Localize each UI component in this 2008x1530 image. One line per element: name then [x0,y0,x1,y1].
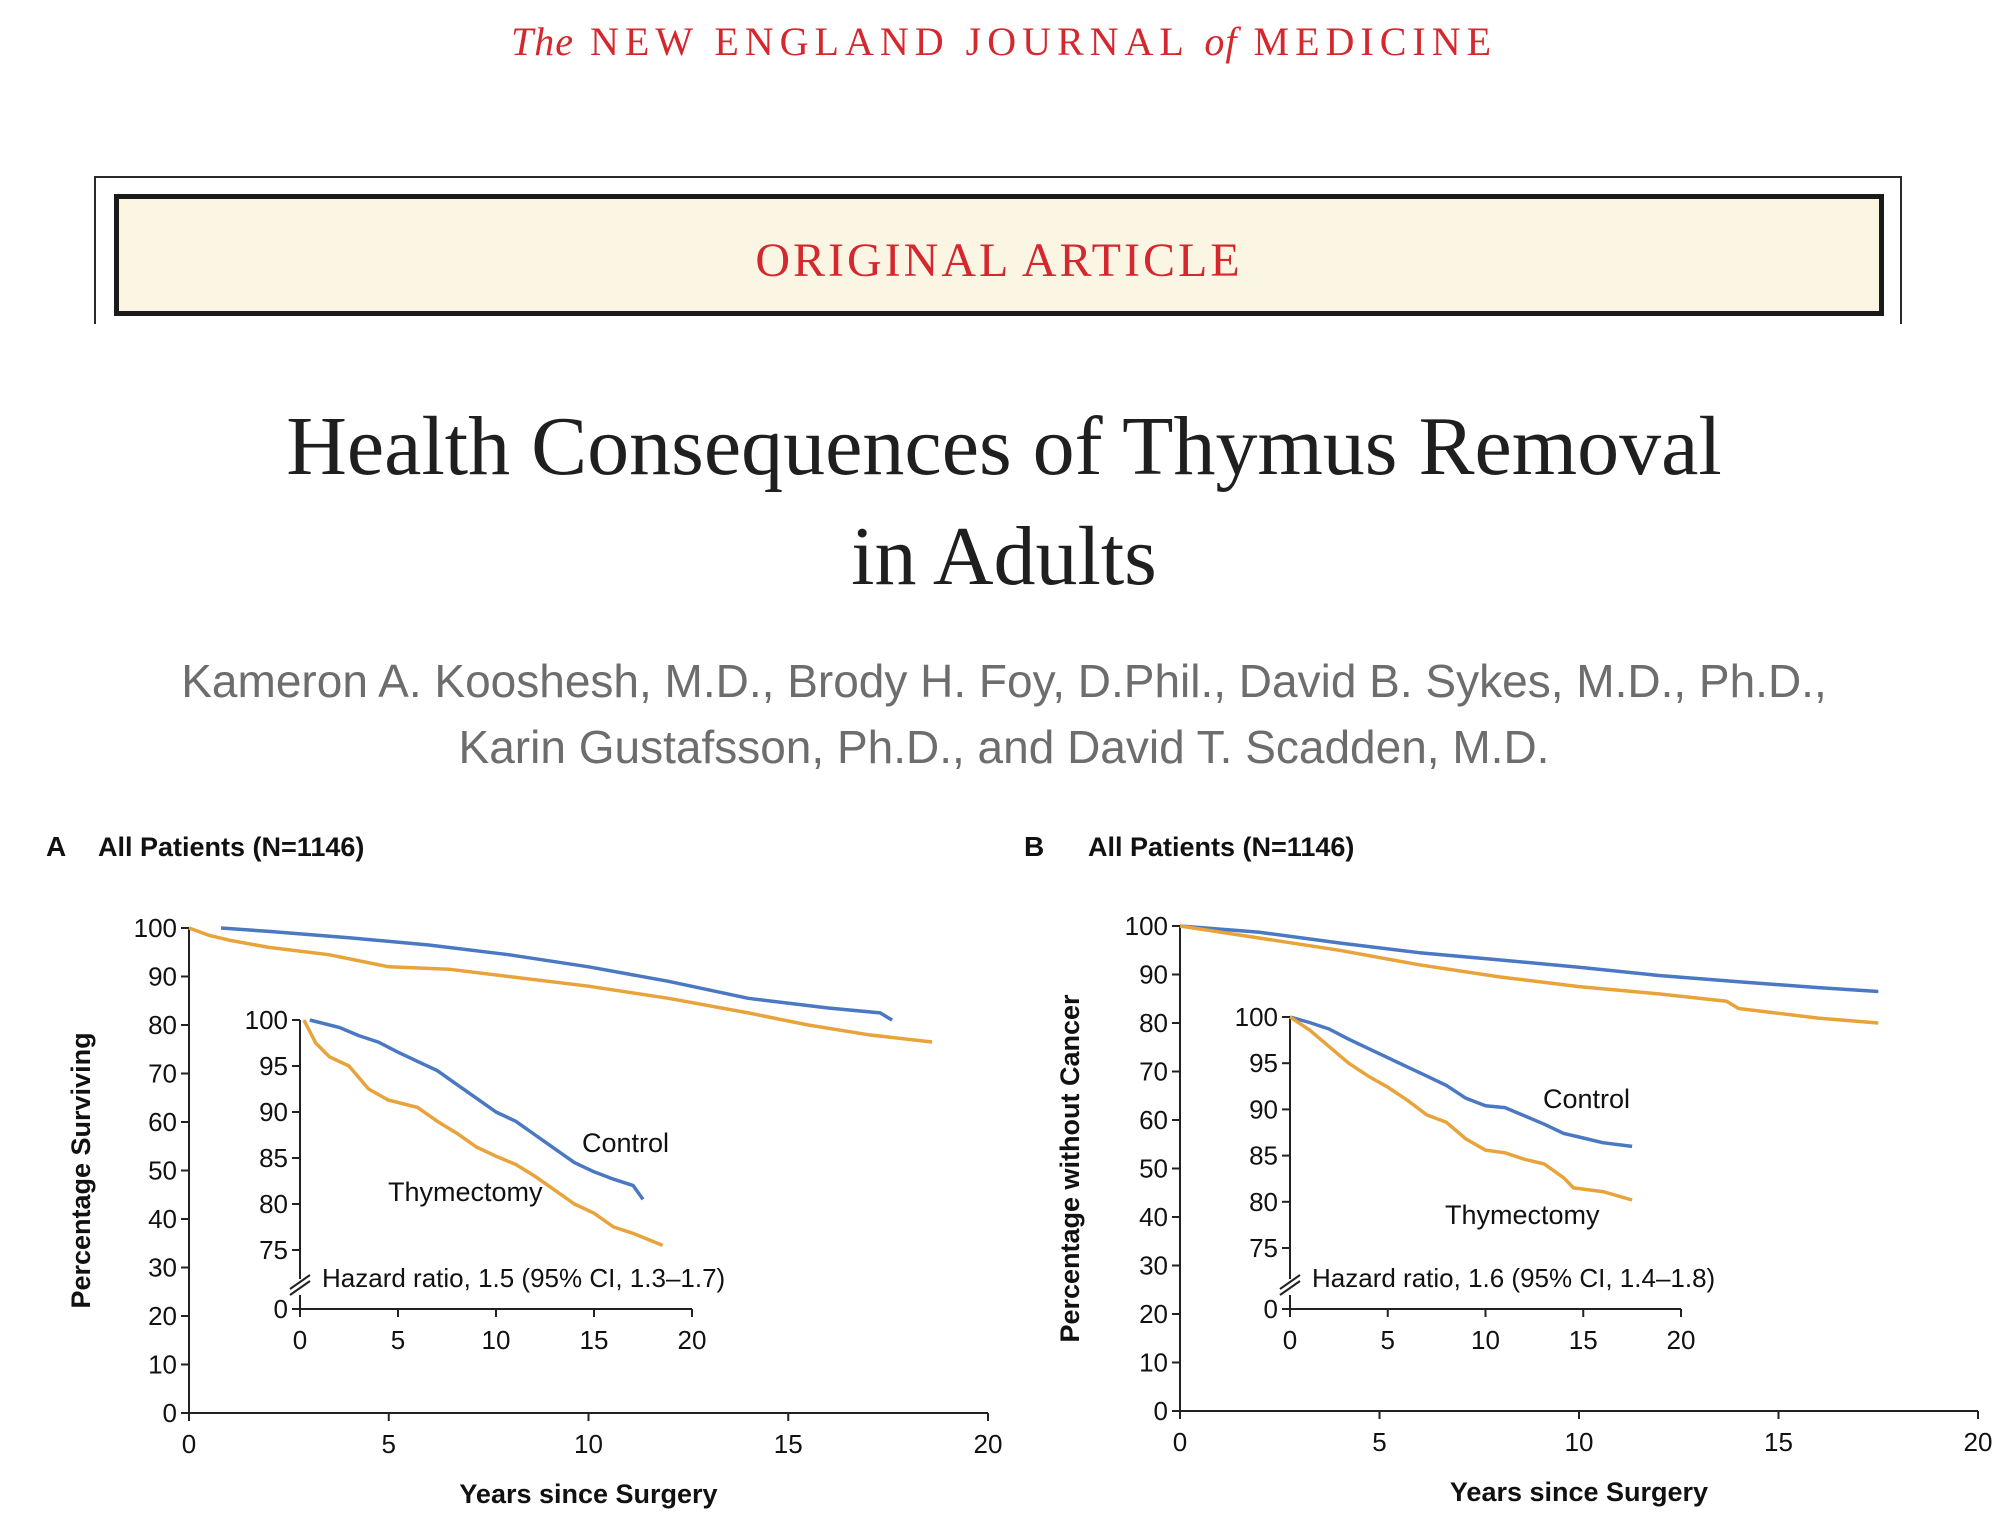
y-tick-label: 20 [1139,1299,1168,1329]
y-tick-label: 80 [1139,1008,1168,1038]
inset-x-tick-label: 10 [1471,1325,1500,1355]
y-tick-label: 70 [148,1058,177,1089]
y-tick-label: 40 [148,1204,177,1234]
authors-line-1: Kameron A. Kooshesh, M.D., Brody H. Foy, D.Phil., David B. Sykes, M.D., Ph.D., [181,655,1827,707]
x-tick-label: 5 [1372,1427,1387,1457]
y-tick-label: 70 [1139,1056,1168,1087]
journal-medicine: MEDICINE [1253,19,1498,64]
panel-a [46,831,1002,1509]
x-tick-label: 15 [773,1429,803,1459]
inset-y-tick-label: 0 [273,1294,288,1324]
inset-x-tick-label: 5 [1380,1325,1395,1355]
y-tick-label: 10 [148,1349,177,1380]
inset-x-tick-label: 15 [1568,1325,1598,1355]
y-tick-label: 30 [1139,1250,1168,1281]
inset-series-line-control [1290,1017,1632,1146]
inset-y-tick-label: 90 [1249,1094,1278,1125]
inset-plot [245,1005,726,1355]
series-line-control [221,928,892,1020]
inset-series-line-control [310,1020,643,1199]
inset-y-tick-label: 100 [244,1005,288,1035]
x-tick-label: 0 [1172,1427,1188,1457]
y-tick-label: 10 [1139,1347,1168,1378]
inset-x-tick-label: 15 [579,1325,609,1355]
inset-y-tick-label: 95 [1249,1048,1278,1079]
y-axis-label: Percentage without Cancer [1055,994,1085,1343]
x-tick-label: 5 [381,1429,396,1459]
series-line-thymectomy [1180,926,1878,1023]
article-title [0,392,2008,612]
title-line-2: in Adults [851,510,1157,603]
panel-title: All Patients (N=1146) [98,832,365,862]
title-line-1: Health Consequences of Thymus Removal [286,400,1722,493]
journal-the: The [510,19,574,64]
journal-of: of [1204,19,1238,64]
article-type-banner [114,194,1884,316]
x-tick-label: 10 [574,1429,603,1459]
x-tick-label: 20 [973,1429,1003,1459]
y-tick-label: 80 [148,1010,177,1040]
inset-label-thymectomy: Thymectomy [388,1177,543,1207]
y-tick-label: 40 [1139,1202,1168,1232]
hazard-ratio-annotation: Hazard ratio, 1.6 (95% CI, 1.4–1.8) [1312,1263,1716,1293]
authors-line-2: Karin Gustafsson, Ph.D., and David T. Scadden, M.D. [458,721,1550,773]
inset-y-tick-label: 75 [259,1235,288,1265]
inset-x-tick-label: 10 [481,1325,511,1355]
inset-x-tick-label: 20 [1666,1325,1696,1355]
y-tick-label: 60 [1139,1105,1168,1135]
panel-b [1024,831,1992,1507]
y-tick-label: 50 [1139,1153,1168,1184]
inset-y-tick-label: 0 [1263,1294,1278,1324]
inset-x-tick-label: 0 [1282,1325,1298,1355]
y-tick-label: 20 [148,1301,177,1331]
inset-plot [1235,1002,1716,1355]
inset-y-tick-label: 80 [259,1189,288,1219]
inset-x-tick-label: 5 [390,1325,406,1355]
inset-x-tick-label: 0 [292,1325,308,1355]
author-list [0,648,2008,780]
article-type: ORIGINAL ARTICLE [755,234,1243,287]
x-tick-label: 15 [1764,1427,1793,1457]
y-tick-label: 100 [1124,911,1168,941]
journal-new-england: NEW ENGLAND [589,19,950,64]
y-tick-label: 0 [1153,1396,1168,1426]
journal-journal: JOURNAL [965,19,1189,64]
inset-label-thymectomy: Thymectomy [1445,1200,1600,1230]
y-tick-label: 90 [148,961,177,992]
y-tick-label: 0 [162,1398,177,1428]
inset-y-tick-label: 90 [259,1097,288,1127]
y-tick-label: 100 [133,913,177,943]
x-axis-label: Years since Surgery [1449,1477,1709,1507]
y-tick-label: 50 [148,1155,177,1186]
inset-label-control: Control [1543,1084,1631,1114]
inset-y-tick-label: 80 [1249,1186,1278,1217]
y-tick-label: 60 [148,1107,177,1137]
inset-y-tick-label: 85 [1249,1140,1278,1171]
panel-letter: B [1024,831,1045,862]
inset-y-tick-label: 95 [259,1051,288,1081]
figure-kaplan-meier [0,800,2008,1530]
inset-y-tick-label: 85 [259,1143,288,1173]
panel-title: All Patients (N=1146) [1088,832,1355,862]
inset-label-control: Control [582,1128,670,1158]
inset-y-tick-label: 75 [1249,1233,1278,1263]
y-axis-label: Percentage Surviving [66,1032,96,1309]
hazard-ratio-annotation: Hazard ratio, 1.5 (95% CI, 1.3–1.7) [322,1263,726,1293]
x-tick-label: 0 [181,1429,197,1459]
panel-letter: A [46,831,67,862]
y-tick-label: 30 [148,1252,177,1283]
x-axis-label: Years since Surgery [459,1479,718,1509]
y-tick-label: 90 [1139,959,1168,990]
x-tick-label: 20 [1963,1427,1993,1457]
journal-name [0,18,2008,65]
inset-x-tick-label: 20 [677,1325,707,1355]
inset-y-tick-label: 100 [1234,1002,1278,1032]
x-tick-label: 10 [1564,1427,1594,1457]
